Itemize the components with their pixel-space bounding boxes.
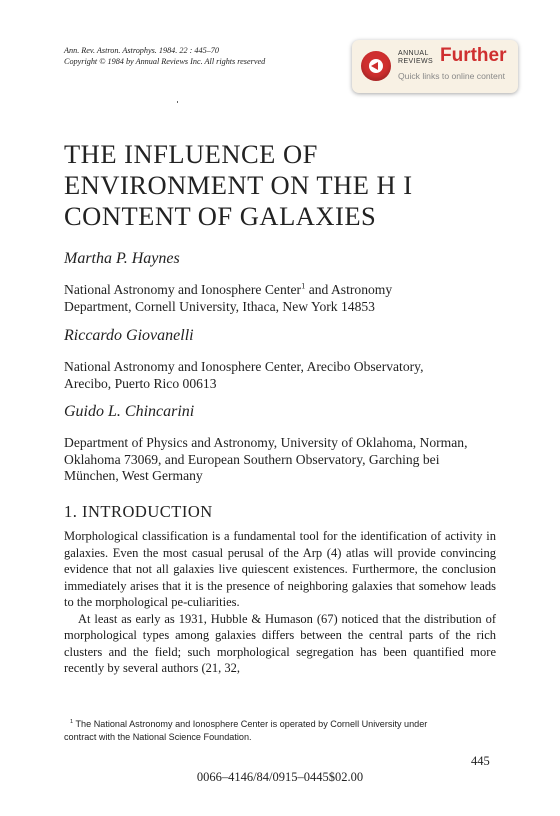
journal-citation: Ann. Rev. Astron. Astrophys. 1984. 22 : 445–70: [64, 46, 219, 55]
author-name: Riccardo Giovanelli: [64, 327, 194, 344]
copyright-notice: Copyright © 1984 by Annual Reviews Inc. All rights reserved: [64, 56, 266, 66]
scan-speck: [177, 101, 178, 103]
author-name: Guido L. Chincarini: [64, 403, 195, 420]
play-back-icon: [361, 51, 391, 81]
author-affiliation: National Astronomy and Ionosphere Center, Arecibo Observatory, Arecibo, Puerto Rico 00613: [64, 359, 424, 391]
footnote: $^1$ The National Astronomy and Ionosphere Center is operated by Cornell University under contract with the National Science Foundation.: [64, 718, 428, 742]
footnote-ref[interactable]: 1: [301, 280, 306, 291]
further-links-badge[interactable]: [352, 40, 518, 93]
article-title: [64, 139, 504, 232]
body-text: [64, 528, 496, 677]
author-name: Martha P. Haynes: [64, 250, 180, 267]
author-affiliation: National Astronomy and Ionosphere Center$^1$ and Astronomy Department, Cornell University, Ithaca, New York 14853: [64, 280, 393, 314]
title-line: CONTENT OF GALAXIES: [64, 201, 377, 231]
journal-header: [64, 46, 344, 67]
further-tagline: Quick links to online content: [398, 71, 506, 81]
issn-code: 0066–4146/84/0915–0445$02.00: [196, 770, 364, 784]
section-heading: 1. INTRODUCTION: [64, 502, 213, 521]
title-line: ENVIRONMENT ON THE H I: [64, 170, 413, 200]
title-line: THE INFLUENCE OF: [64, 139, 318, 169]
paragraph: At least as early as 1931, Hubble & Humason (67) noticed that the distribution of morphological types among galaxies differs between the central parts of the rich clusters and the field; such morphological segregation has been quantified more recently by several authors (21, 32,: [64, 611, 496, 675]
author-affiliation: Department of Physics and Astronomy, University of Oklahoma, Norman, Oklahoma 73069, and European Southern Observatory, Garching bei München, West Germany: [64, 435, 468, 483]
page-number: 445: [471, 754, 490, 768]
further-logo-text: Further: [440, 45, 507, 66]
annual-reviews-wordmark: ANNUAL REVIEWS: [398, 50, 434, 65]
footnote-marker: 1: [70, 718, 74, 725]
paragraph: Morphological classification is a fundamental tool for the identification of activity in galaxies. Even the most casual perusal of the Arp (4) atlas will provide convincing evidence that not all galaxies live quiescent existences. Furthermore, the conclusion immediately arises that it is the presence of neighboring galaxies that somehow leads to the morphological pe-culiarities.: [64, 529, 496, 609]
